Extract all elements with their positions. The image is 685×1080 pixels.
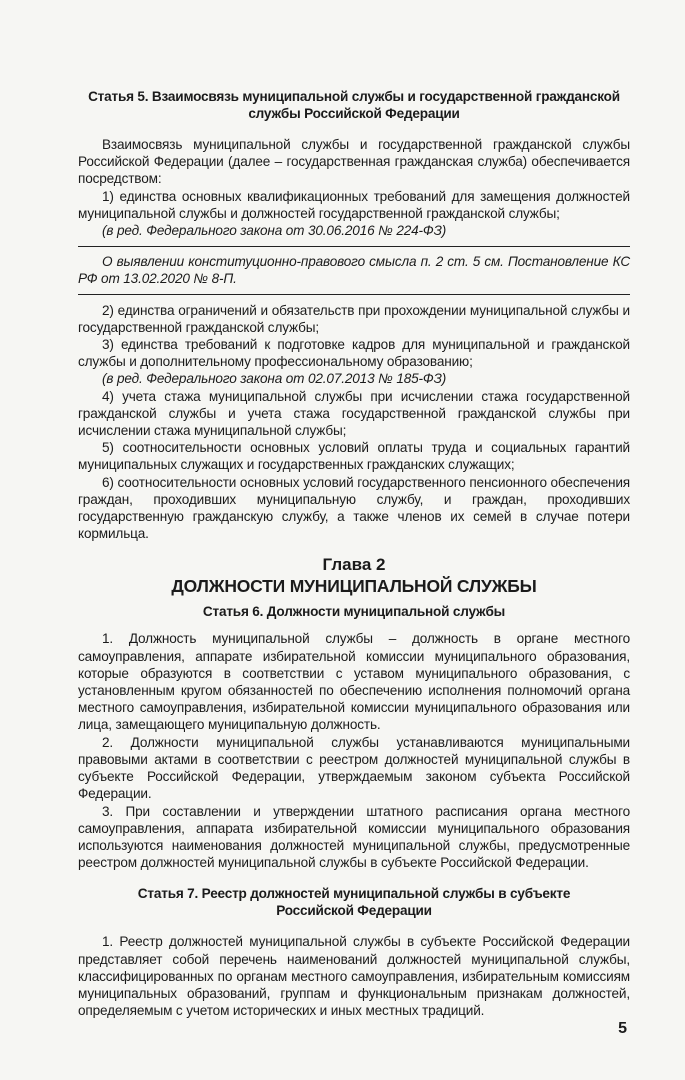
- page-number: 5: [618, 1020, 627, 1037]
- chapter-name: ДОЛЖНОСТИ МУНИЦИПАЛЬНОЙ СЛУЖБЫ: [171, 576, 537, 597]
- court-note-text: О выявлении конституционно-правового смысла п. 2 ст. 5 см. Постановление КС РФ от 13.02.2020 № 8-П.: [78, 254, 630, 287]
- article-5-item-3: 3) единства требований к подготовке кадров для муниципальной и гражданской службы и дополнительному профессиональному образованию;: [78, 337, 630, 370]
- article-5-title-line-1: Статья 5. Взаимосвязь муниципальной службы и государственной гражданской: [88, 89, 620, 104]
- article-5-item-6: 6) соотносительности основных условий государственного пенсионного обеспечения граждан, проходивших муниципальную службу, и граждан, проходивших государственную гражданскую службу, а также членов их семей в случае потери кормильца.: [78, 474, 630, 542]
- article-5-item-1: 1) единства основных квалификационных требований для замещения должностей муниципальной службы и должностей государственной гражданской службы;: [78, 188, 630, 221]
- article-6-title-line: Статья 6. Должности муниципальной службы: [202, 604, 506, 620]
- article-6-paragraph-3: 3. При составлении и утверждении штатного расписания органа местного самоуправления, аппарата избирательной комиссии муниципального образования используются наименования должностей муниципальной службы, предусмотренные реестром должностей муниципальной службы в субъекте Российской Федерации.: [78, 803, 630, 871]
- court-note-box: [78, 246, 630, 294]
- article-6-paragraph-1: 1. Должность муниципальной службы – должность в органе местного самоуправления, аппарате избирательной комиссии муниципального образования, которые образуются в соответствии с уставом муниципального образования, с установленным кругом обязанностей по обеспечению исполнения полномочий органа местного самоуправления, избирательной комиссии муниципального образования или лица, замещающего муниципальную должность.: [78, 631, 630, 733]
- article-5-item-2: 2) единства ограничений и обязательств при прохождении муниципальной службы и государственной гражданской службы;: [78, 302, 630, 335]
- article-5-title: [78, 88, 630, 122]
- article-5-title-line-2: службы Российской Федерации: [248, 106, 460, 121]
- article-5-amendment-1: (в ред. Федерального закона от 30.06.2016 № 224-ФЗ): [102, 223, 447, 239]
- chapter-2-heading: [78, 554, 630, 597]
- article-7-title-line-2: Российской Федерации: [276, 903, 432, 919]
- article-5-amendment-3: (в ред. Федерального закона от 02.07.2013 № 185-ФЗ): [102, 371, 447, 387]
- article-5-item-4: 4) учета стажа муниципальной службы при исчислении стажа государственной гражданской службы и учета стажа государственной гражданской службы при исчислении стажа муниципальной службы;: [78, 388, 630, 439]
- article-7-title: [78, 885, 630, 919]
- article-5-intro: Взаимосвязь муниципальной службы и государственной гражданской службы Российской Федерации (далее – государственная гражданская служба) обеспечивается посредством:: [78, 137, 630, 187]
- chapter-number: Глава 2: [322, 555, 386, 575]
- article-7-title-line-1: Статья 7. Реестр должностей муниципальной службы в субъекте: [137, 886, 571, 902]
- article-6-title: [78, 603, 630, 620]
- article-6-paragraph-2: 2. Должности муниципальной службы устанавливаются муниципальными правовыми актами в соответствии с реестром должностей муниципальной службы в субъекте Российской Федерации, утверждаемым законом субъекта Российской Федерации.: [78, 734, 630, 802]
- article-5-item-5: 5) соотносительности основных условий оплаты труда и социальных гарантий муниципальных служащих и государственных гражданских служащих;: [78, 440, 630, 473]
- page-content: [78, 88, 630, 1019]
- article-7-paragraph-1: 1. Реестр должностей муниципальной службы в субъекте Российской Федерации представляет собой перечень наименований должностей муниципальной службы, классифицированных по органам местного самоуправления, избирательным комиссиям муниципальных образований, группам и функциональным признакам должностей, определяемым с учетом исторических и иных местных традиций.: [78, 934, 630, 1019]
